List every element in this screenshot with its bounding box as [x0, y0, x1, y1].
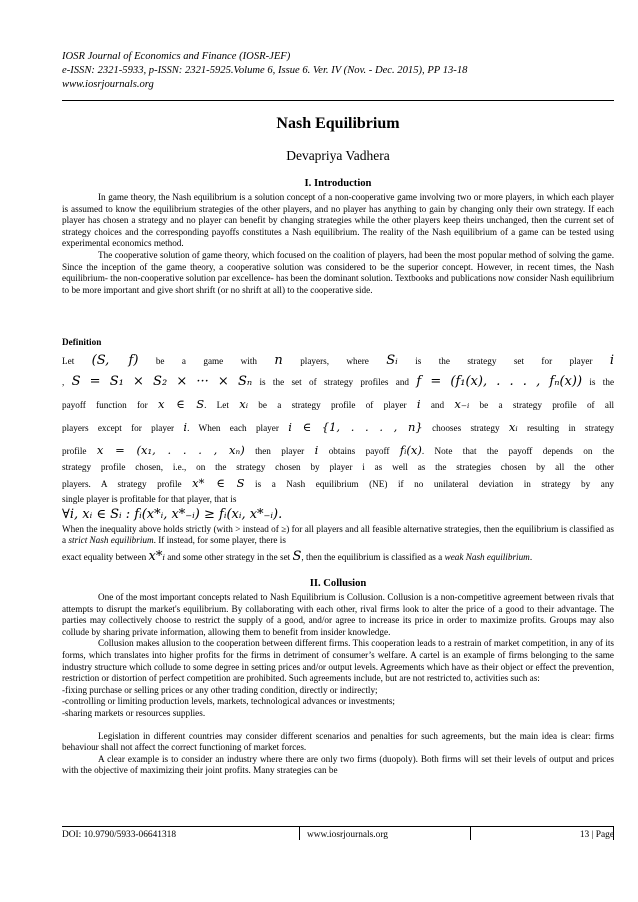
text: be a game with — [155, 355, 257, 366]
text: , then the equilibrium is classified as a — [301, 551, 443, 562]
footer-doi: DOI: 10.9790/5933-06641318 — [62, 830, 177, 840]
text: players except for player — [62, 422, 175, 433]
footer-divider — [470, 826, 471, 840]
math: f = (f₁(x), . . . , fₙ(x)) — [416, 373, 583, 389]
text: players, where — [300, 355, 369, 366]
math: Sᵢ — [386, 352, 398, 368]
text: be a strategy profile of player — [258, 399, 407, 410]
paragraph: One of the most important concepts related to Nash Equilibrium is Collusion. Collusion is a non-competitive agreement between rivals that attempts to disrupt the market's equilibrium. By collaborating with each other, rival firms look to alter the price of a good to their advantage. The parties may collectively choose to restrict the supply of a good, and/or agree to increase its price in order to maximize profits. Groups may also collude by sharing private information, allowing them to benefit from insider knowledge. — [62, 592, 614, 637]
journal-website: www.iosrjournals.org — [62, 79, 154, 90]
paragraph: The cooperative solution of game theory, which focused on the coalition of players, had been the most popular method of solving the game. Since the inception of the game theory, a cooperative solution was considered to be the superior concept. However, in recent times, the Nash equilibrium- the non-cooperative solution par excellence- has been the dominant solution. Textbooks and publications now consider Nash equilibrium to be more important and give short shrift (or no shrift at all) to the cooperative side. — [62, 249, 614, 295]
math: xᵢ — [508, 419, 518, 434]
math: S = S₁ × S₂ × ··· × Sₙ — [71, 373, 253, 389]
paragraph: A clear example is to consider an industry where there are only two firms (duopoly). Both firms will set their levels of output and prices with the objective of maximizing their joint profits. Many strategies can be — [62, 753, 614, 776]
math: x ∈ S — [157, 396, 205, 411]
text: . Let — [204, 399, 229, 410]
definition-line — [62, 393, 614, 416]
text: is the strategy set for player — [415, 355, 593, 366]
paragraph: In game theory, the Nash equilibrium is a solution concept of a non-cooperative game involving two or more players, in which each player is assumed to know the equilibrium strategies of the other players, and no player has anything to gain by changing only their own strategy. If each player has chosen a strategy and no player can benefit by changing strategies while the other players keep theirs unchanged, then the current set of strategy choices and the corresponding payoffs constitutes a Nash equilibrium. The reality of the Nash equilibrium of a game can be tested using experimental economics method. — [62, 192, 614, 249]
paper-author: Devapriya Vadhera — [286, 148, 390, 163]
math: i — [183, 419, 188, 434]
math: fᵢ(x) — [399, 442, 422, 457]
definition-line: strategy profile chosen, i.e., on the strategy chosen by player i as well as the strategies chosen by all the other — [62, 461, 614, 472]
math: (S, f) — [91, 352, 139, 368]
text: obtains payoff — [328, 445, 390, 456]
section-introduction — [62, 178, 614, 296]
text: resulting in strategy — [526, 422, 614, 433]
text: and — [430, 399, 445, 410]
definition-block — [62, 337, 614, 567]
text: payoff function for — [62, 399, 148, 410]
text: chooses strategy — [432, 422, 500, 433]
header-rule — [62, 100, 614, 101]
definition-line: single player is profitable for that player, that is — [62, 494, 237, 505]
text: then player — [255, 445, 305, 456]
list-item: -fixing purchase or selling prices or any other trading condition, directly or indirectly; — [62, 684, 378, 695]
math: ∀i, xᵢ ∈ Sᵢ : fᵢ(x*ᵢ, x*₋ᵢ) ≥ fᵢ(xᵢ, x*₋ᵢ). — [62, 506, 283, 522]
journal-header — [62, 50, 614, 92]
math: i ∈ {1, . . . , n} — [288, 419, 423, 434]
text: Let — [62, 355, 75, 366]
definition-heading: Definition — [62, 337, 102, 347]
journal-name: IOSR Journal of Economics and Finance (IOSR-JEF) — [62, 51, 291, 62]
journal-issn: e-ISSN: 2321-5933, p-ISSN: 2321-5925.Volume 6, Issue 6. Ver. IV (Nov. - Dec. 2015), PP 13-18 — [62, 65, 468, 76]
math: i — [609, 352, 615, 368]
text: . — [529, 551, 533, 562]
math: i — [314, 442, 319, 457]
math: x = (x₁, . . . , xₙ) — [96, 442, 245, 457]
text: exact equality between — [62, 551, 147, 562]
text: , — [62, 376, 65, 387]
text: weak Nash equilibrium — [444, 551, 530, 562]
math: xᵢ — [239, 396, 249, 411]
text: profile — [62, 445, 87, 456]
section-heading: I. Introduction — [304, 178, 372, 189]
definition-line — [62, 351, 614, 371]
paragraph: Legislation in different countries may consider different scenarios and penalties for such agreements, but the main idea is clear: firms behaviour shall not affect the correct functioning of market forces. — [62, 730, 614, 753]
text: is a Nash equilibrium (NE) if no unilateral deviation in strategy by any — [255, 479, 615, 490]
list-item: -sharing markets or resources supplies. — [62, 707, 206, 718]
text: is the set of strategy profiles and — [259, 376, 410, 387]
section-collusion — [62, 578, 614, 777]
definition-line — [62, 473, 614, 494]
text: . If instead, for some player, there is — [153, 535, 286, 546]
math: n — [274, 352, 283, 368]
footer-page-number: 13 | Page — [579, 830, 614, 840]
paper-title: Nash Equilibrium — [276, 115, 400, 132]
definition-line — [62, 371, 614, 393]
section-heading: II. Collusion — [309, 578, 367, 589]
math: x*ᵢ — [148, 548, 165, 564]
text: . Note that the payoff depends on the — [421, 445, 615, 456]
text: be a strategy profile of all — [479, 399, 615, 410]
text: players. A strategy profile — [62, 479, 182, 490]
text: When the inequality above holds strictly (with > instead of ≥) for all players and all feasible alternative strategies, then the equilibrium is classified as a — [62, 523, 614, 546]
definition-line — [62, 524, 614, 547]
definition-line — [62, 439, 614, 462]
definition-line — [62, 547, 614, 567]
text: and some other strategy in the set — [167, 551, 291, 562]
footer-divider — [299, 826, 300, 840]
paragraph: Collusion makes allusion to the cooperation between different firms. This cooperation leads to a restrain of market competition, in any of its forms, which translates into higher profits for the firms in detriment of consumer’s welfare. A cartel is an example of firms belonging to the same industry structure which collude to some degree in setting prices and/or output levels. Agreements which have as their object or effect the prevention, restriction or distortion of perfect competition are prohibited. Such agreements include, but are not restricted to, activities such as: — [62, 638, 614, 684]
footer-rule — [62, 826, 614, 827]
nash-condition — [62, 506, 614, 524]
text: . When each player — [187, 422, 279, 433]
math: S — [292, 548, 302, 564]
math: x* ∈ S — [192, 476, 245, 491]
math: x₋ᵢ — [454, 396, 470, 411]
definition-line — [62, 416, 614, 439]
list-item: -controlling or limiting production levels, markets, technological advances or investments; — [62, 696, 395, 707]
text: strict Nash equilibrium — [68, 535, 154, 546]
footer-website: www.iosrjournals.org — [307, 830, 388, 840]
math: i — [416, 396, 421, 411]
text: is the — [589, 376, 615, 387]
